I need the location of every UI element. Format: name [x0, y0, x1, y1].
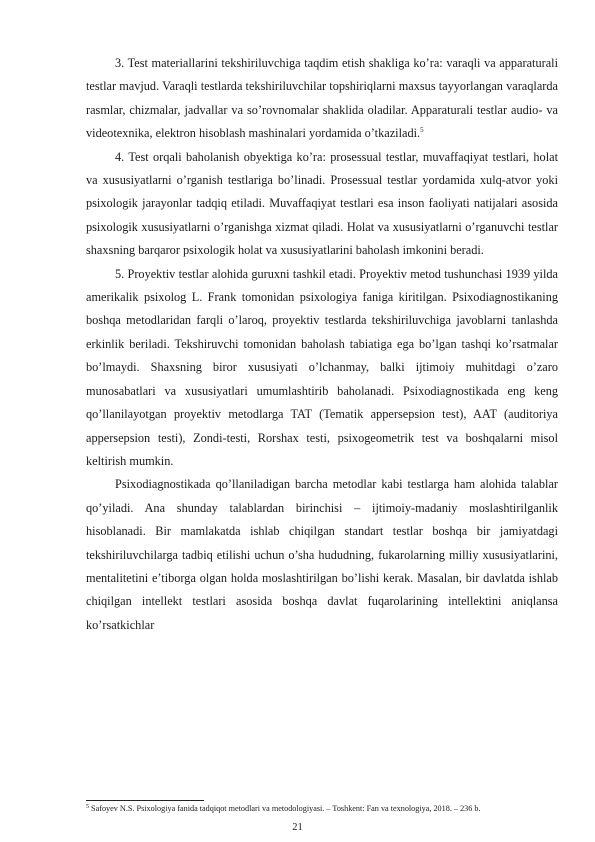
body-text — [86, 52, 558, 637]
footnote-mark: 5 — [86, 804, 89, 810]
paragraph-test-presentation — [86, 52, 558, 146]
paragraph-requirements: Psixodiagnostikada qo’llaniladigan barcha metodlar kabi testlarga ham alohida talablar qo’yiladi. Ana shunday talablardan birinchisi – ijtimoiy-madaniy moslashtirilganlik hisoblanadi. Bir mamlakatda ishlab chiqilgan standart testlar boshqa bir jamiyatdagi tekshiriluvchilarga tadbiq etilishi uchun o’sha hududning, fukarolarning milliy xususiyatlarini, mentalitetini e’tiborga olgan holda moslashtirilgan bo’lishi kerak. Masalan, bir davlatda ishlab chiqilgan intellekt testlari asosida boshqa davlat fuqarolarining intellektini aniqlansa ko’rsatkichlar — [86, 477, 558, 632]
paragraph-text: 3. Test materiallarini tekshiriluvchiga taqdim etish shakliga ko’ra: varaqli va apparaturali testlar mavjud. Varaqli testlarda tekshiriluvchilar topshiriqlarni maxsus tayyorlangan varaqlarda rasmlar, chizmalar, jadvallar va so’rovnomalar shaklida oladilar. Apparaturali testlar audio- va videotexnika, elektron hisoblash mashinalari yordamida o’tkaziladi. — [86, 56, 558, 141]
footnote — [86, 801, 558, 817]
footnote-text: Safoyev N.S. Psixologiya fanida tadqiqot metodlari va metodologiyasi. – Toshkent: Fan va texnologiya, 2018. – 236 b. — [91, 804, 481, 813]
paragraph-projective-tests: 5. Proyektiv testlar alohida guruxni tashkil etadi. Proyektiv metod tushunchasi 1939 yilda amerikalik psixolog L. Frank tomonidan psixologiya faniga kiritilgan. Psixodiagnostikaning boshqa metodlaridan farqli o’laroq, proyektiv testlarda tekshiriluvchiga javoblarni tanlashda erkinlik beriladi. Tekshiruvchi tomonidan baholash tabiatiga ega bo’lgan tashqi ko’rsatmalar bo’lmaydi. Shaxsning biror xususiyati o’lchanmay, balki ijtimoiy muhitdagi o’zaro munosabatlari va xususiyatlari umumlashtirib baholanadi. Psixodiagnostikada eng keng qo’llanilayotgan proyektiv metodlarga TAT (Tematik appersepsion test), AAT (auditoriya appersepsion testi), Zondi-testi, Rorshax testi, psixogeometrik test va boshqalarni misol keltirish mumkin. — [86, 266, 558, 468]
footnote-reference[interactable]: 5 — [420, 126, 424, 135]
page-number: 21 — [292, 822, 303, 833]
paragraph-test-object: 4. Test orqali baholanish obyektiga ko’ra: prosessual testlar, muvaffaqiyat testlari, holat va xususiyatlarni o’rganish testlariga bo’linadi. Prosessual testlar yordamida xulq-atvor yoki psixologik jarayonlar tadqiq etiladi. Muvaffaqiyat testlari esa inson faoliyati natijalari asosida psixologik xususiyatlarni o’rganishga xizmat qiladi. Holat va xususiyatlarni o’rganuvchi testlar shaxsning barqaror psixologik holat va xususiyatlarini baholash imkonini beradi. — [86, 149, 558, 258]
